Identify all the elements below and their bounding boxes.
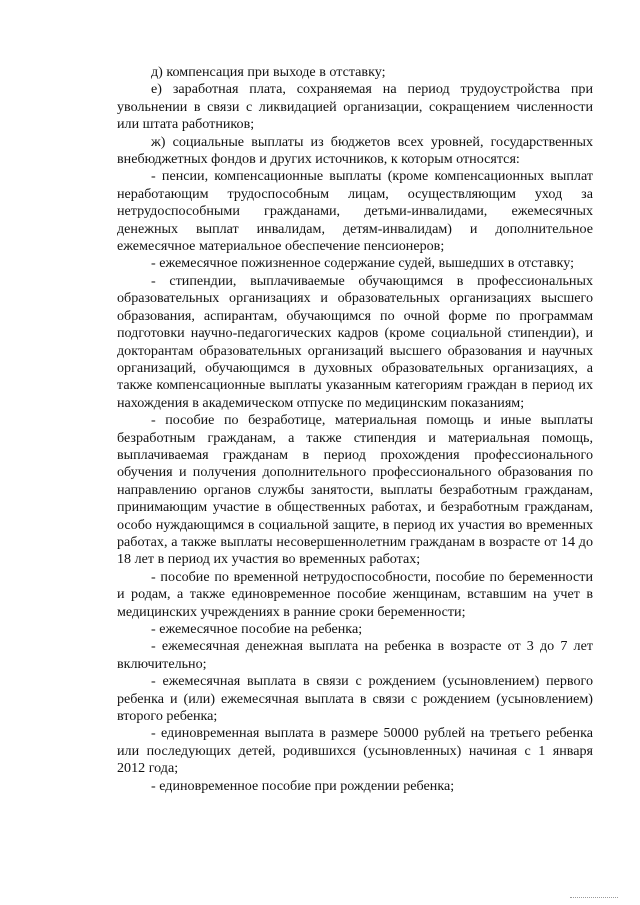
document-body — [117, 64, 593, 795]
list-item-birth-allowance: - единовременное пособие при рождении ребенка; — [151, 777, 455, 794]
list-item-judges: - ежемесячное пожизненное содержание судей, вышедших в отставку; — [151, 255, 575, 272]
list-item-child-allowance: - ежемесячное пособие на ребенка; — [151, 621, 363, 637]
list-item-child-3-7: - ежемесячная денежная выплата на ребенка в возрасте от 3 до 7 лет включительно; — [117, 638, 593, 672]
footer-mark — [570, 897, 618, 900]
list-item-pensions: - пенсии, компенсационные выплаты (кроме компенсационных выплат неработающим трудоспособным лицам, осуществляющим уход за нетрудоспособными гражданами, детьми-инвалидами, ежемесячных денежных выплат инвалидам, детям-инвалидам) и дополнительное ежемесячное материальное обеспечение пенсионеров; — [117, 168, 593, 255]
list-item-disability: - пособие по временной нетрудоспособности, пособие по беременности и родам, а также единовременное пособие женщинам, вставшим на учет в медицинских учреждениях в ранние сроки беременности; — [117, 568, 593, 620]
list-item-third-child: - единовременная выплата в размере 50000 рублей на третьего ребенка или последующих детей, родившихся (усыновленных) начиная с 1 января 2012 года; — [117, 725, 593, 777]
list-item-unemployment: - пособие по безработице, материальная помощь и иные выплаты безработным гражданам, а также стипендия и материальная помощь, выплачиваемая гражданам в период прохождения профессионального обучения и получения дополнительного профессионального образования по направлению органов службы занятости, выплаты безработным гражданам, принимающим участие в общественных работах, и безработным гражданам, особо нуждающимся в социальной защите, в период их участия во временных работах, а также выплаты несовершеннолетним гражданам в возрасте от 14 до 18 лет в период их участия во временных работах; — [117, 412, 593, 568]
paragraph-zh: ж) социальные выплаты из бюджетов всех уровней, государственных внебюджетных фондов и других источников, к которым относятся: — [117, 133, 593, 168]
list-item-birth-payment: - ежемесячная выплата в связи с рождением (усыновлением) первого ребенка и (или) ежемесячная выплата в связи с рождением (усыновлением) второго ребенка; — [117, 673, 593, 725]
paragraph-e: е) заработная плата, сохраняемая на период трудоустройства при увольнении в связи с ликвидацией организации, сокращением численности или штата работников; — [117, 81, 593, 133]
paragraph-d: д) компенсация при выходе в отставку; — [151, 64, 386, 80]
list-item-stipends: - стипендии, выплачиваемые обучающимся в профессиональных образовательных организациях и образовательных организациях высшего образования, аспирантам, обучающимся по очной форме по программам подготовки научно-педагогических кадров (кроме социальной стипендии), и докторантам образовательных организаций высшего образования и научных организаций, обучающимся в духовных образовательных организациях, а также компенсационные выплаты указанным категориям граждан в период их нахождения в академическом отпуске по медицинским показаниям; — [117, 272, 593, 411]
